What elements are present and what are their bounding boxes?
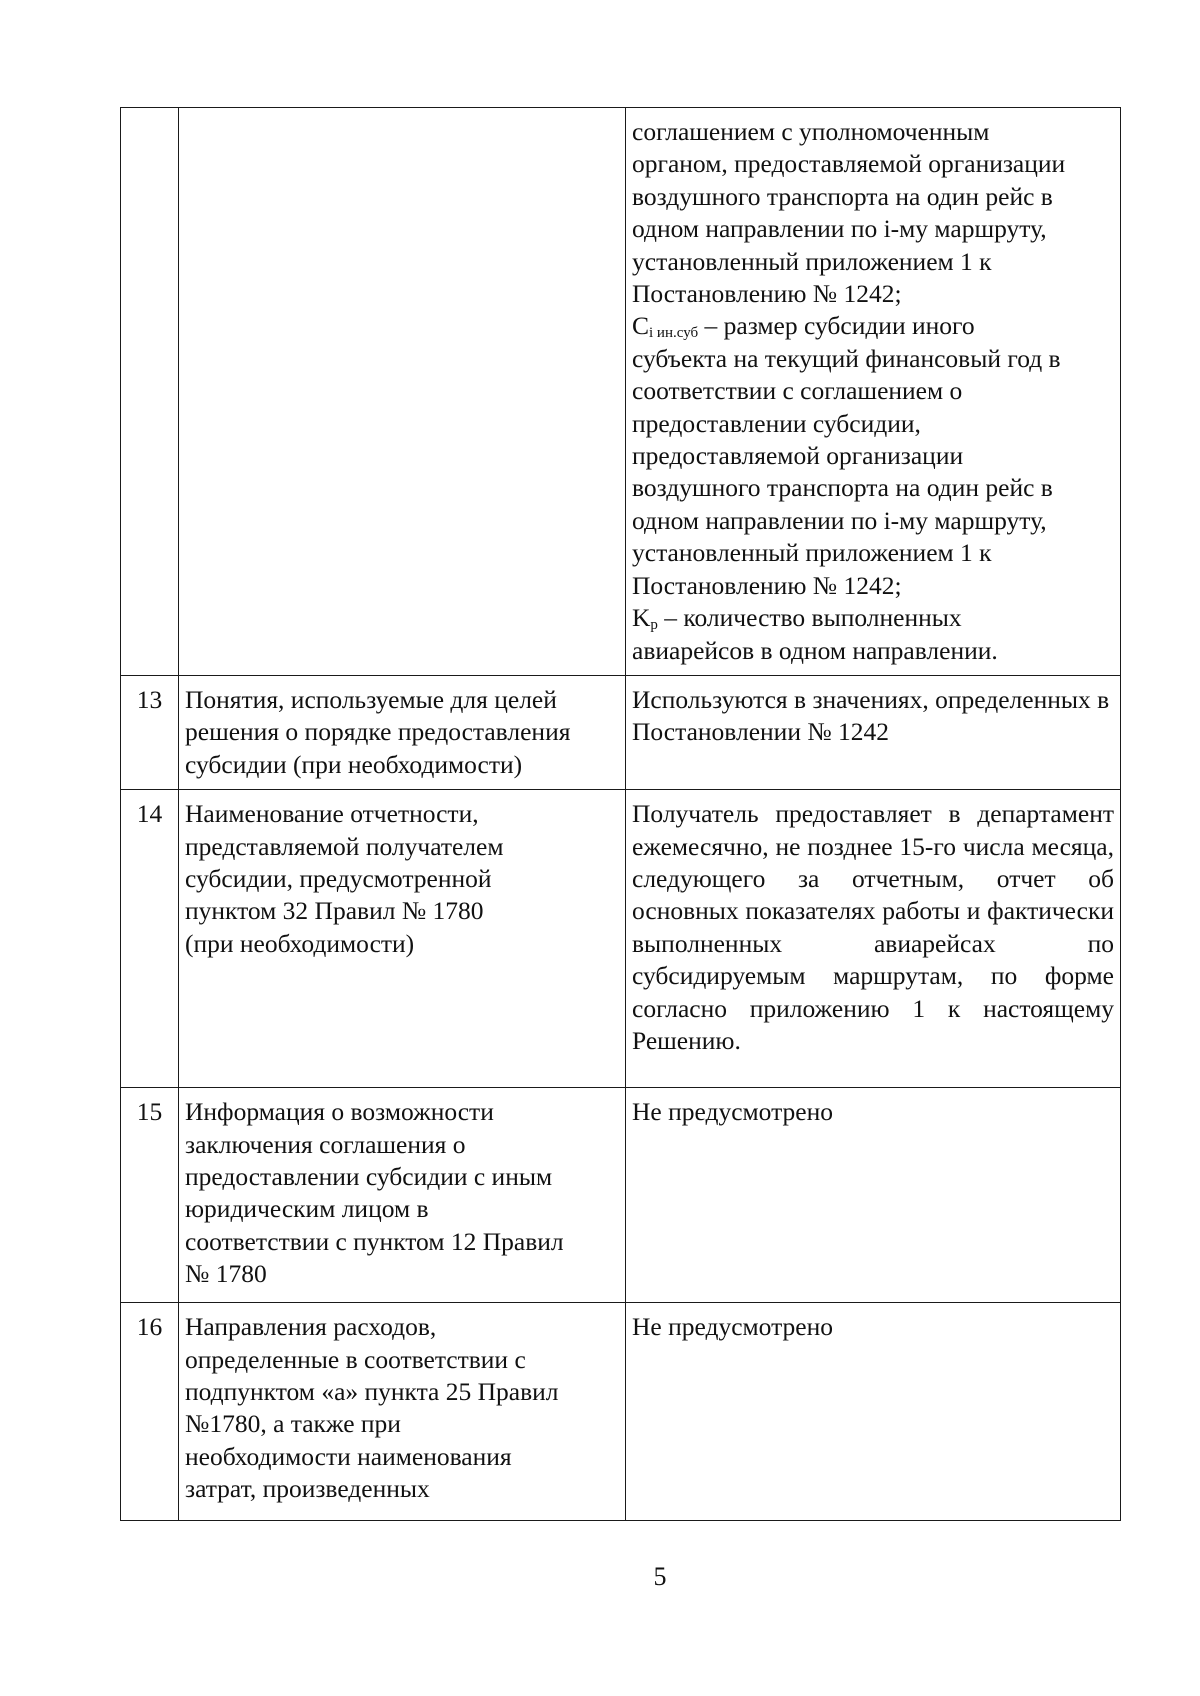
row-number-cell: 13 [121,675,179,789]
variable-description-k: – количество выполненных [657,603,962,633]
table-row [121,675,1121,789]
formula-text-line: одном направлении по i-му маршруту, [632,214,1047,244]
variable-definition-c [632,310,1114,342]
row-name-line: пунктом 32 Правил № 1780 [185,896,484,926]
row-name-line: подпунктом «а» пункта 25 Правил [185,1376,559,1406]
row-name-line: затрат, произведенных [185,1474,430,1504]
row-name-line: предоставлении субсидии с иным [185,1161,553,1191]
variable-definition-k [632,602,1114,634]
row-number-cell [121,108,179,676]
formula-text-line: установленный приложением 1 к [632,538,992,568]
formula-text-line: субъекта на текущий финансовый год в [632,343,1061,373]
formula-text-line: воздушного транспорта на один рейс в [632,473,1053,503]
formula-text-line: воздушного транспорта на один рейс в [632,181,1053,211]
variable-symbol-c: C [632,311,650,341]
requirements-table [120,107,1121,1521]
row-name-line: заключения соглашения о [185,1129,466,1159]
formula-text-line: установленный приложением 1 к [632,246,992,276]
row-name-line: (при необходимости) [185,928,415,958]
table-row [121,1088,1121,1303]
formula-text-line: предоставлении субсидии, [632,408,921,438]
row-value-cell [626,108,1121,676]
variable-subscript-k: р [650,617,658,634]
table-row [121,1303,1121,1521]
row-name-cell [179,790,626,1088]
row-name-cell [179,1088,626,1303]
page-number: 5 [653,1562,667,1591]
formula-text-line: Постановлению № 1242; [632,279,902,309]
row-name-line: №1780, а также при [185,1409,401,1439]
row-value-cell: Не предусмотрено [626,1088,1121,1303]
formula-text-line: органом, предоставляемой организации [632,149,1066,179]
formula-text-line: предоставляемой организации [632,441,964,471]
formula-text-line: соответствии с соглашением о [632,376,963,406]
row-name-line: определенные в соответствии с [185,1344,526,1374]
row-value-cell: Не предусмотрено [626,1303,1121,1521]
row-name-line: соответствии с пунктом 12 Правил [185,1226,564,1256]
row-value-cell: Получатель предоставляет в департамент ежемесячно, не позднее 15-го числа месяца, следующего за отчетным, отчет об основных показателях работы и фактически выполненных авиарейсах по субсидируемым маршрутам, по форме согласно приложению 1 к настоящему Решению. [626,790,1121,1088]
row-number-cell: 16 [121,1303,179,1521]
row-number-cell: 14 [121,790,179,1088]
row-name-line: представляемой получателем [185,831,504,861]
variable-subscript-c: i ин.суб [649,325,699,342]
row-name-line: Наименование отчетности, [185,799,479,829]
formula-text-line: Постановлению № 1242; [632,570,902,600]
row-name-line: Направления расходов, [185,1312,437,1342]
row-name-line: юридическим лицом в [185,1194,429,1224]
row-name-line: Информация о возможности [185,1097,494,1127]
row-value-cell: Используются в значениях, определенных в Постановлении № 1242 [626,675,1121,789]
row-name-line: субсидии, предусмотренной [185,863,492,893]
table-row [121,790,1121,1088]
row-name-line: № 1780 [185,1259,267,1289]
row-name-cell [179,1303,626,1521]
row-name-cell [179,108,626,676]
formula-text-line: одном направлении по i-му маршруту, [632,505,1047,535]
row-number-cell: 15 [121,1088,179,1303]
variable-description-c: – размер субсидии иного [698,311,975,341]
row-name-cell: Понятия, используемые для целей решения о порядке предоставления субсидии (при необходимости) [179,675,626,789]
row-name-line: необходимости наименования [185,1441,512,1471]
variable-symbol-k: K [632,603,651,633]
formula-text-line: авиарейсов в одном направлении. [632,635,998,665]
formula-text-line: соглашением с уполномоченным [632,117,990,146]
table-row-continuation [121,108,1121,676]
